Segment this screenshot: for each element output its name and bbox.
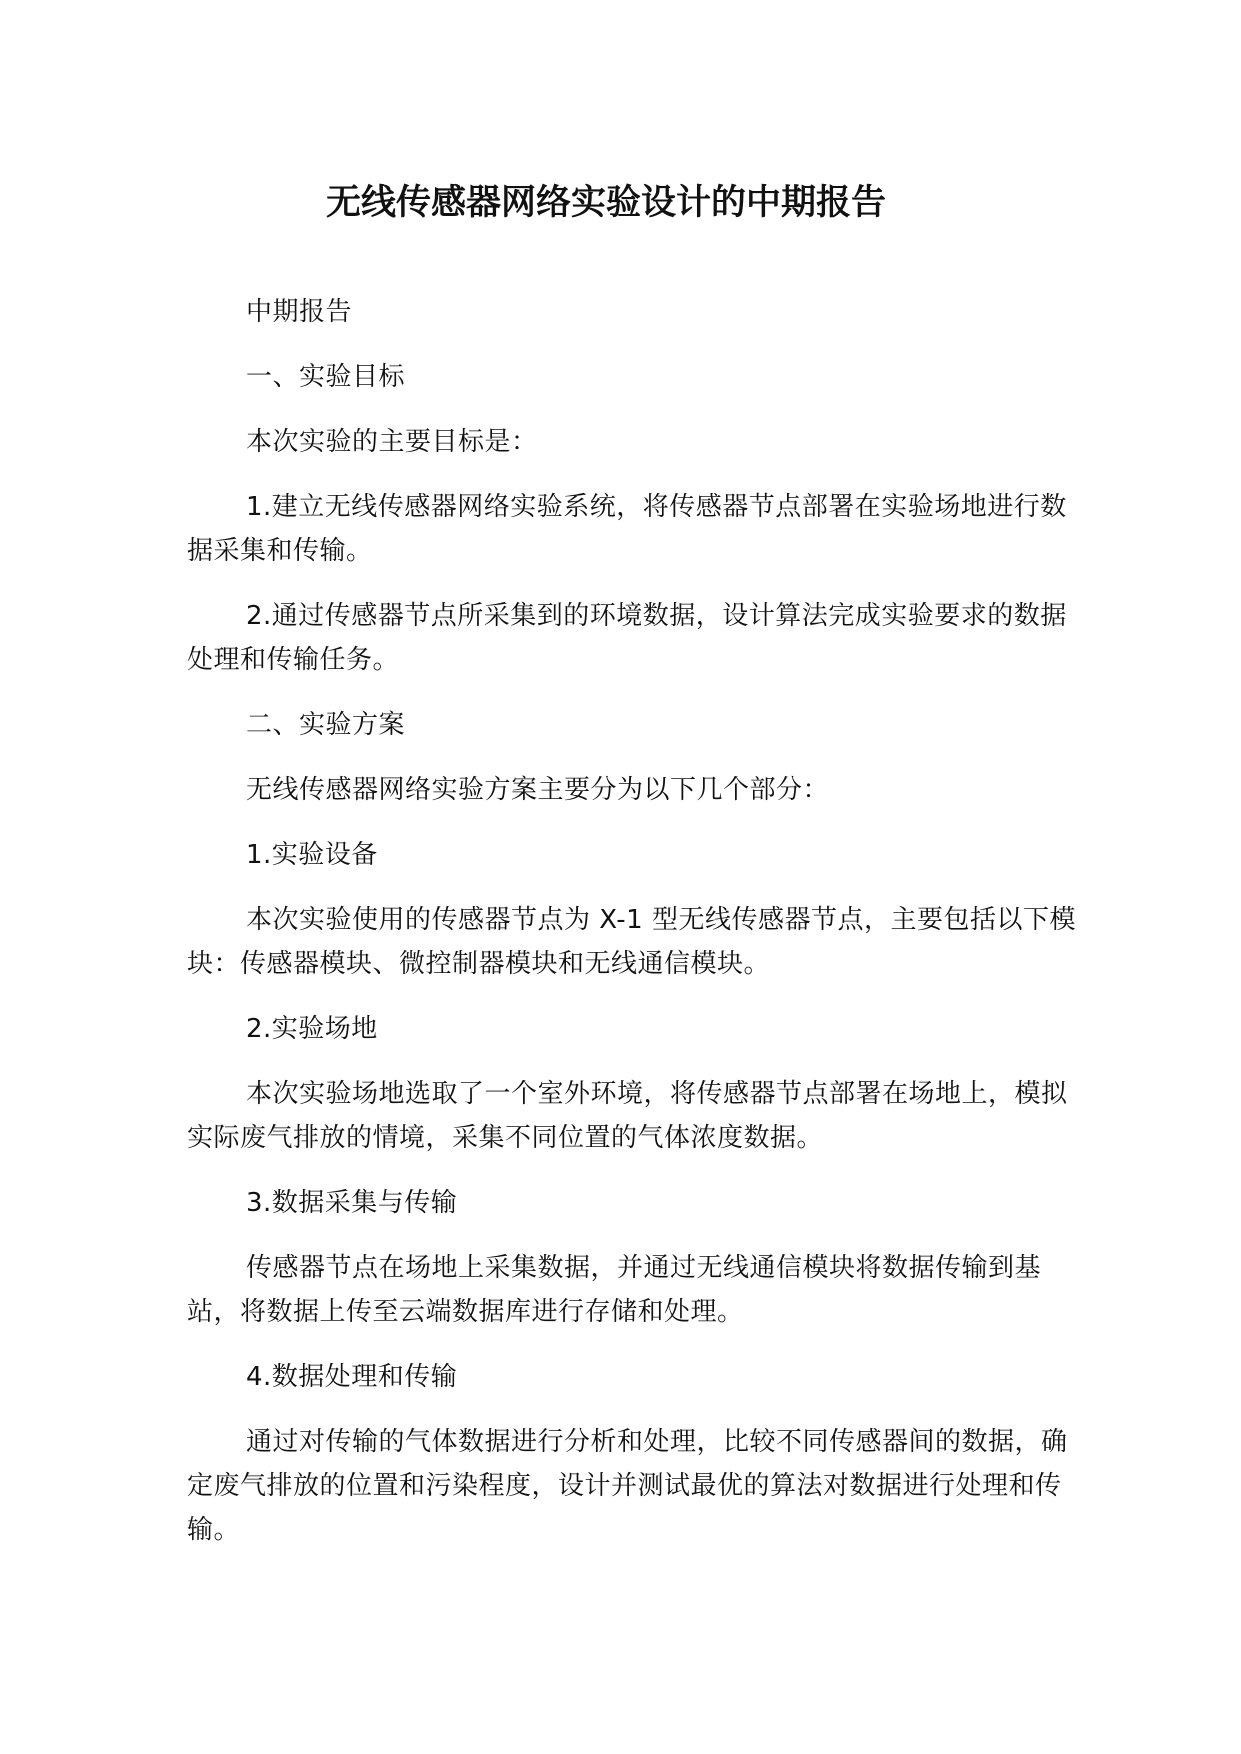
paragraph: 本次实验使用的传感器节点为 X-1 型无线传感器节点，主要包括以下模块：传感器模块、微控制器模块和无线通信模块。 [187,905,1076,979]
paragraph: 1.建立无线传感器网络实验系统，将传感器节点部署在实验场地进行数据采集和传输。 [187,492,1067,566]
paragraph: 无线传感器网络实验方案主要分为以下几个部分： [246,775,830,805]
subsection-heading: 1.实验设备 [246,840,378,870]
section-heading-goals: 一、实验目标 [246,362,406,392]
subsection-heading: 3.数据采集与传输 [246,1188,458,1218]
subsection-heading: 2.实验场地 [246,1014,378,1044]
paragraph: 本次实验场地选取了一个室外环境，将传感器节点部署在场地上，模拟实际废气排放的情境，采集不同位置的气体浓度数据。 [187,1079,1068,1153]
paragraph-heading: 中期报告 [246,297,353,327]
section-heading-plan: 二、实验方案 [246,710,406,740]
document-title: 无线传感器网络实验设计的中期报告 [325,183,886,223]
subsection-heading: 4.数据处理和传输 [246,1362,458,1392]
paragraph: 2.通过传感器节点所采集到的环境数据，设计算法完成实验要求的数据处理和传输任务。 [187,601,1067,675]
paragraph: 传感器节点在场地上采集数据，并通过无线通信模块将数据传输到基站，将数据上传至云端数据库进行存储和处理。 [187,1253,1042,1327]
paragraph: 通过对传输的气体数据进行分析和处理，比较不同传感器间的数据，确定废气排放的位置和污染程度，设计并测试最优的算法对数据进行处理和传输。 [187,1427,1068,1545]
paragraph: 本次实验的主要目标是： [246,427,538,457]
document-body [187,290,1082,1573]
